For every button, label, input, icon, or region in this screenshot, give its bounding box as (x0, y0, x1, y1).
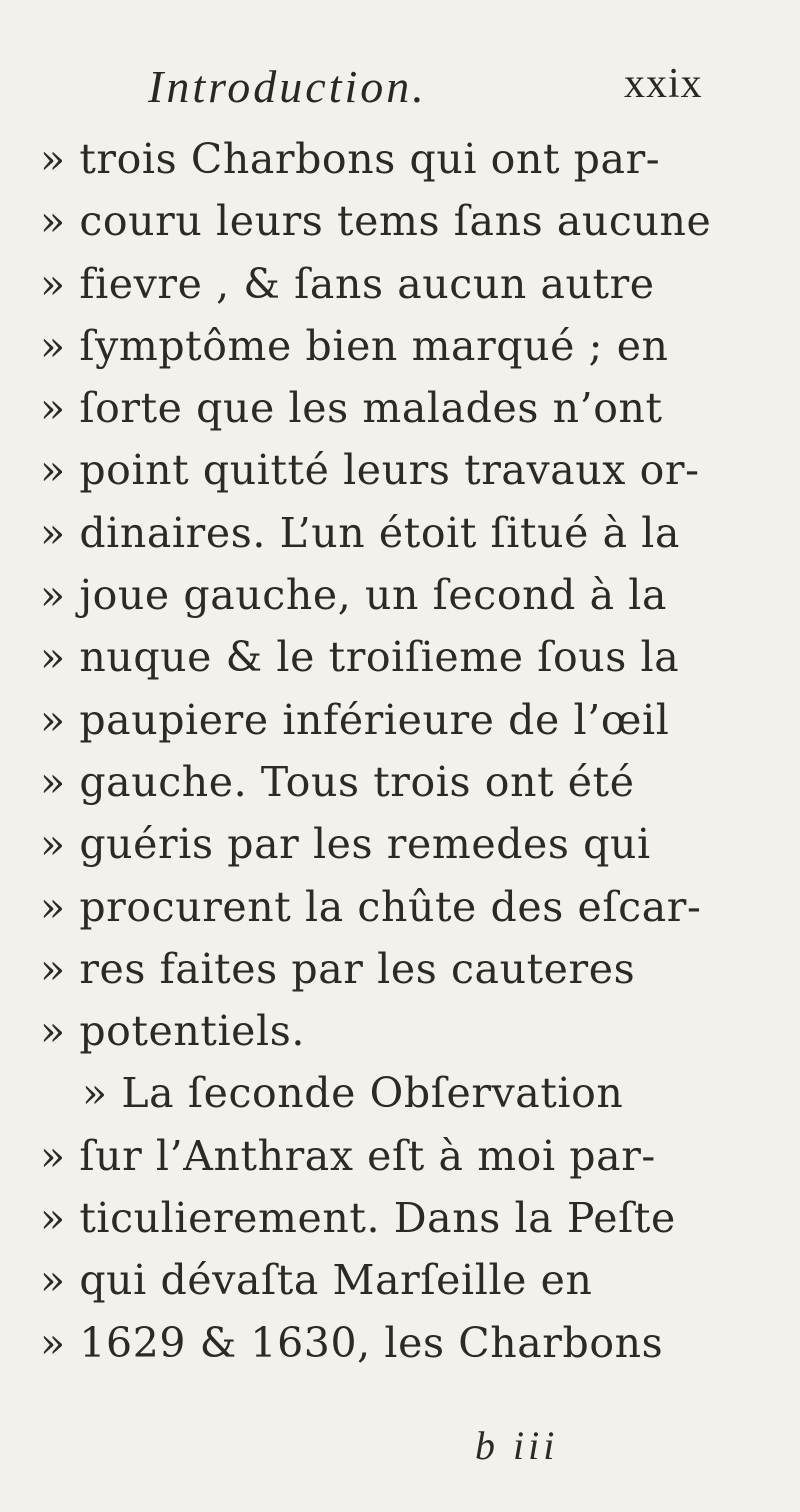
text-line: » joue gauche, un ſecond à la (40, 571, 668, 620)
page-number: xxix (624, 61, 703, 107)
text-line: » guéris par les remedes qui (40, 820, 651, 869)
text-line: » point quitté leurs travaux or- (40, 446, 700, 495)
text-line: » potentiels. (40, 1007, 306, 1056)
text-line: » dinaires. L’un étoit ſitué à la (40, 508, 681, 557)
text-line: » couru leurs tems ſans aucune (40, 197, 712, 246)
text-line: » paupiere inférieure de l’œil (40, 695, 670, 744)
text-line: » qui dévaſta Marſeille en (40, 1256, 593, 1305)
text-line: » gauche. Tous trois ont été (40, 757, 635, 806)
text-line: » ſymptôme bien marqué ; en (40, 321, 669, 370)
text-line: » ſorte que les malades n’ont (40, 384, 663, 433)
text-line: » ſur l’Anthrax eſt à moi par- (40, 1131, 656, 1180)
signature-mark: b iii (475, 1423, 559, 1468)
text-line: » res faites par les cauteres (40, 944, 636, 993)
paragraph-start-line: » La ſeconde Obſervation (82, 1069, 624, 1118)
body-text (40, 128, 780, 1374)
text-line: » ticulierement. Dans la Peſte (40, 1194, 676, 1243)
text-line: » fievre , & ſans aucun autre (40, 259, 655, 308)
text-line: » nuque & le troiſieme ſous la (40, 633, 680, 682)
running-title: Introduction. (148, 61, 427, 112)
text-line: » procurent la chûte des eſcar- (40, 882, 702, 931)
text-line: » 1629 & 1630, les Charbons (40, 1318, 664, 1367)
page-header (148, 60, 788, 120)
text-line: » trois Charbons qui ont par- (40, 135, 661, 183)
